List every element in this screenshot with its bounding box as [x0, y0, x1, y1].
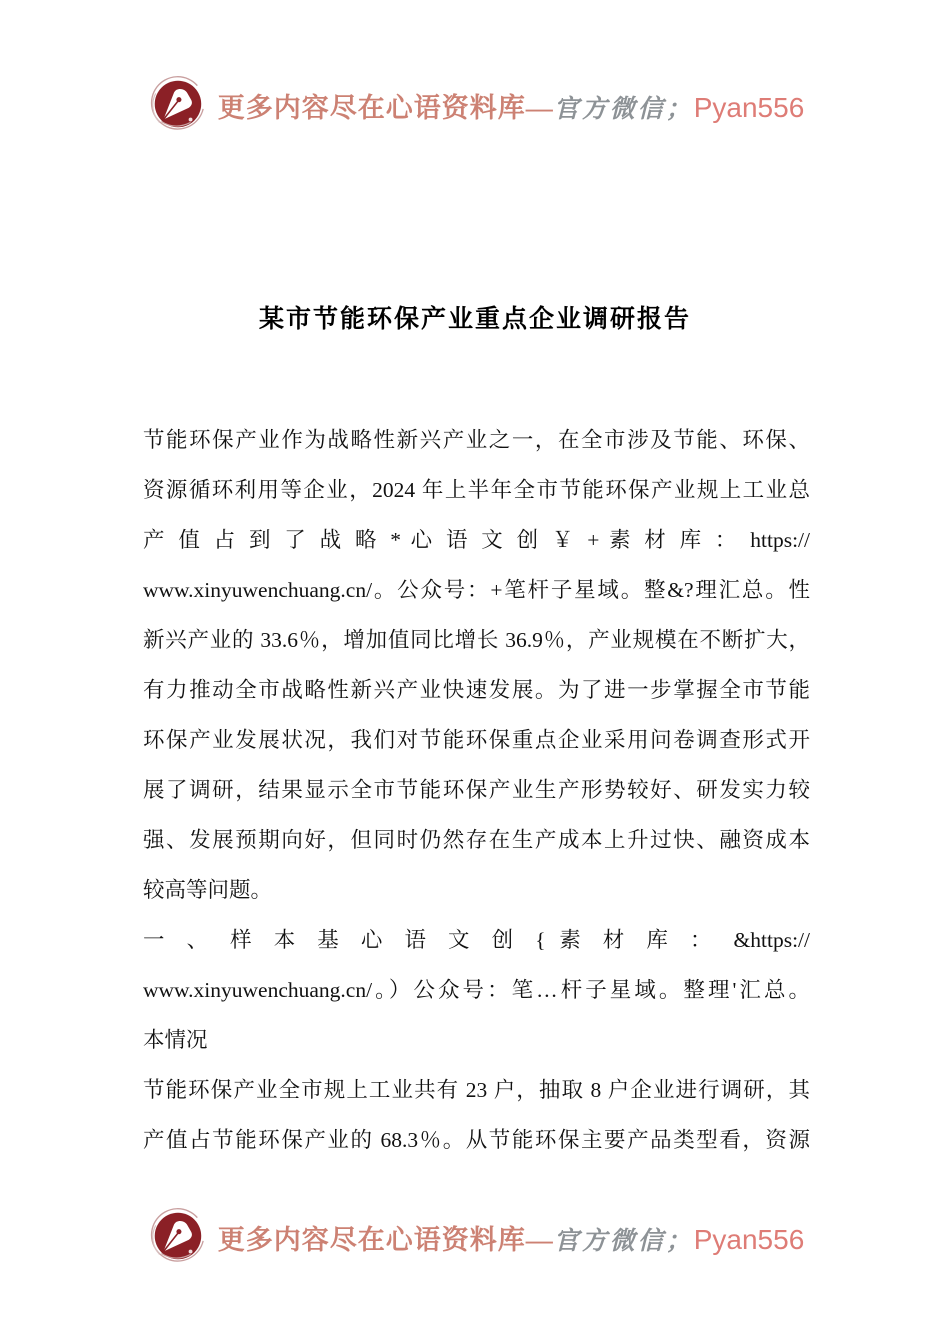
body-text-line: 产 值 占 到 了 战 略 * 心 语 文 创 ￥ + 素 材 库 ： https://: [143, 528, 810, 552]
brand-wechat-id: Pyan556: [693, 91, 805, 123]
body-text-line: 一 、 样 本 基 心 语 文 创 { 素 材 库 ： &https://: [143, 928, 810, 952]
body-text-line: 环保产业发展状况，我们对节能环保重点企业采用问卷调查形式开: [143, 728, 810, 752]
brand-text-main: 更多内容尽在心语资料库—: [217, 92, 554, 123]
header-brand: [0, 74, 950, 136]
body-text-line: 本情况: [143, 1028, 208, 1052]
body-text-line: www.xinyuwenchuang.cn/。）公众号：笔…杆子星域。整理'汇总。: [143, 978, 810, 1002]
document-title: 某市节能环保产业重点企业调研报告: [258, 306, 691, 333]
pen-nib-circle-icon: [146, 1206, 208, 1268]
brand-text: [218, 1218, 805, 1257]
pen-nib-circle-icon: [146, 74, 208, 136]
body-text-line: www.xinyuwenchuang.cn/。公众号：+笔杆子星域。整&?理汇总。性: [143, 578, 810, 602]
brand-text: [218, 86, 805, 125]
body-text-line: 较高等问题。: [143, 878, 273, 902]
document-body: [143, 415, 810, 1165]
footer-brand: [0, 1206, 950, 1268]
body-text-line: 产值占节能环保产业的 68.3％。从节能环保主要产品类型看，资源: [143, 1128, 810, 1152]
body-text-line: 节能环保产业全市规上工业共有 23 户，抽取 8 户企业进行调研，其: [143, 1078, 810, 1102]
body-text-line: 节能环保产业作为战略性新兴产业之一，在全市涉及节能、环保、: [143, 428, 810, 452]
body-text-line: 有力推动全市战略性新兴产业快速发展。为了进一步掌握全市节能: [143, 678, 810, 702]
brand-wechat-label: 官方微信；: [553, 1227, 694, 1255]
body-text-line: 强、发展预期向好，但同时仍然存在生产成本上升过快、融资成本: [143, 828, 810, 852]
body-text-line: 资源循环利用等企业，2024 年上半年全市节能环保产业规上工业总: [143, 478, 810, 502]
body-text-line: 展了调研，结果显示全市节能环保产业生产形势较好、研发实力较: [143, 778, 810, 802]
brand-text-main: 更多内容尽在心语资料库—: [217, 1224, 554, 1255]
body-text-line: 新兴产业的 33.6％，增加值同比增长 36.9％，产业规模在不断扩大，: [143, 628, 810, 652]
brand-wechat-label: 官方微信；: [553, 95, 694, 123]
brand-wechat-id: Pyan556: [693, 1223, 805, 1255]
